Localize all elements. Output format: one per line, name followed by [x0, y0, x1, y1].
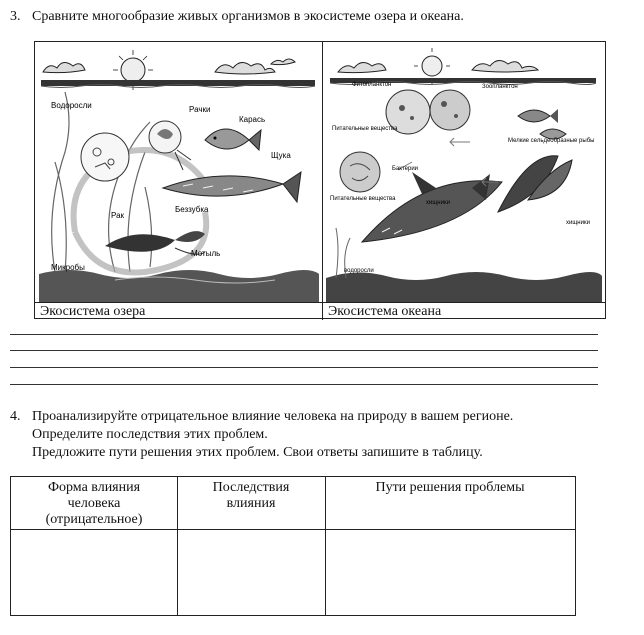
- question-3: [10, 8, 464, 26]
- question-4-line-1: 4. Проанализируйте отрицательное влияние человека на природу в вашем регионе.: [10, 409, 514, 424]
- label-toothless: Беззубка: [175, 205, 209, 214]
- ecosystem-figure-table: [34, 41, 606, 319]
- header-impact-form: Форма влияния человека (отрицательное): [45, 480, 143, 527]
- label-microbes: Микробы: [51, 263, 85, 272]
- label-bloodworm: Мотыль: [191, 249, 221, 258]
- question-3-text: Сравните многообразие живых организмов в экосистеме озера и океана.: [32, 9, 464, 24]
- answer-line[interactable]: [10, 367, 598, 368]
- table-header-divider: [11, 529, 575, 530]
- answer-table: [10, 476, 576, 616]
- lake-illustration: [35, 42, 323, 302]
- answer-line[interactable]: [10, 334, 598, 335]
- label-small-fish: Мелкие сельдеобразные рыбы: [508, 138, 595, 144]
- caption-divider: [322, 303, 323, 320]
- label-predators-right: хищники: [566, 220, 590, 226]
- question-4-number: 4.: [10, 409, 21, 424]
- answer-line[interactable]: [10, 384, 598, 385]
- question-4-line-3: Предложите пути решения этих проблем. Свои ответы запишите в таблицу.: [32, 445, 483, 460]
- ocean-drawing: [322, 42, 605, 302]
- label-crucian: Карась: [239, 115, 266, 124]
- label-phytoplankton: Фитопланктон: [352, 82, 392, 88]
- answer-cell-impact[interactable]: [12, 531, 176, 615]
- question-4-line-2: Определите последствия этих проблем.: [32, 427, 268, 442]
- label-zooplankton: Зоопланктон: [482, 84, 518, 90]
- lake-caption: Экосистема озера: [40, 304, 146, 319]
- question-4: [10, 408, 513, 462]
- answer-cell-consequences[interactable]: [178, 531, 324, 615]
- label-crayfish: Рак: [111, 211, 125, 220]
- answer-line[interactable]: [10, 350, 598, 351]
- label-pike: Щука: [271, 151, 291, 160]
- label-algae: Водоросли: [51, 101, 92, 110]
- label-nutrients-bottom: Питательные вещества: [330, 196, 396, 202]
- caption-row: [35, 302, 605, 320]
- answer-cell-solutions[interactable]: [326, 531, 574, 615]
- label-crustaceans: Рачки: [189, 105, 211, 114]
- label-nutrients-top: Питательные вещества: [332, 126, 398, 132]
- label-bacteria: Бактерии: [392, 166, 419, 172]
- label-predators-left: хищники: [426, 200, 450, 206]
- ocean-caption: Экосистема океана: [328, 304, 442, 319]
- label-ocean-algae: водоросли: [344, 268, 374, 274]
- header-solutions: Пути решения проблемы: [375, 480, 525, 495]
- ocean-illustration: [322, 42, 605, 302]
- lake-drawing: [35, 42, 322, 302]
- question-3-number: 3.: [10, 9, 21, 24]
- header-consequences: Последствия влияния: [212, 480, 290, 511]
